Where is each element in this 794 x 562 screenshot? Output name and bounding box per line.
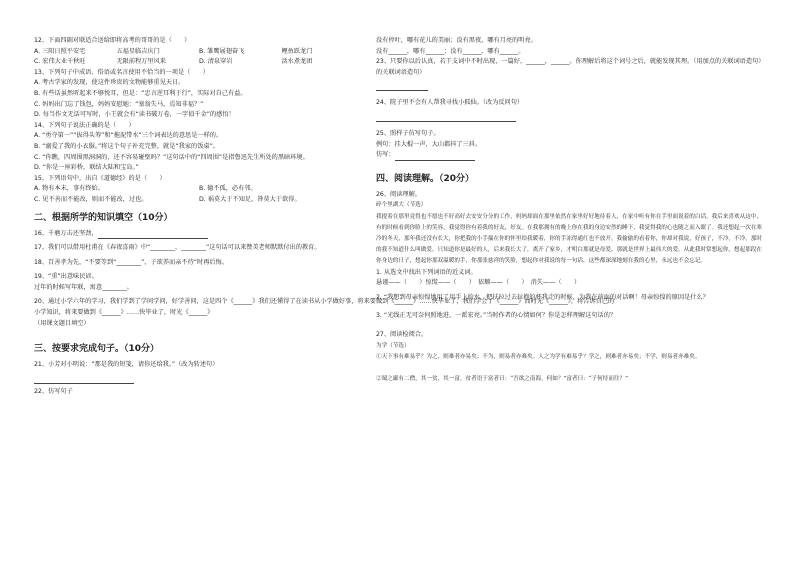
question-15: 15、下列语句中，出自《道德经》的是（ ） [34,174,166,182]
q12-options-row2 [34,57,364,68]
question-16 [34,229,364,240]
question-13: 13、下列句子中成语、俗语或名言使用不恰当的一项是（ ） [34,68,209,76]
q23-answer-line[interactable] [376,82,428,91]
q14-option-d[interactable]: D. “你是一座彩桥，联结大陆和宝岛。” [34,164,139,172]
q14-option-a[interactable]: A. “勇夺第一”“拔得头筹”和“拖泥带水”三个词表达的意思是一样的。 [34,132,223,140]
q26-sub1-blanks[interactable]: 悬谨——（ ）惊慌——（ ） 依顺——（ ） 消失——（ ） [376,279,581,287]
question-23-cont: 的关联词语造句） [376,68,426,76]
q12-option-c[interactable]: C. 宏伟大业千秋旺 [34,58,86,66]
q25-try [376,150,764,161]
passage2-para1: ①天下事有难易乎？为之，则难者亦易矣；不为，则易者亦难矣。人之为学有难易乎？学之，则难者亦易矣；不学，则易者亦难矣。 [376,353,701,360]
right-column [376,36,764,385]
q13-option-a[interactable]: A. 考古学家的发现，使这件珍贵的文物能够重见天日。 [34,79,185,87]
q12-option-a2: 五福星临吉庆门 [116,47,160,55]
passage-title: 碎个里湖大（节选） [376,202,427,209]
question-21: 21、小芳对小明说：“那是我的短笺，请你还给我。”（改为转述句） [34,361,219,369]
question-20: 20、通过小学六年的学习，我们学到了学问学问，好学善问，这是四个《______》我们还懂得了在读书从小学做好事，将来要做到《______》……快毕业了，我们学会了《______》而时光《______》，将告诉自己的 [34,298,615,306]
q15-option-b[interactable]: B. 德不孤，必有邻。 [199,185,257,193]
q12-option-a[interactable]: A. 三阳日照平安宅 [34,47,86,55]
question-20-note: （用课文题目填空） [34,319,90,327]
q13-option-b[interactable]: B. 有些话虽然听起来不够悦耳，但是：“忠言逆耳利于行”，实际对自己有益。 [34,89,247,97]
q22-example: 没有停叶，哪有花儿的美丽；没有黑夜，哪有月亮的明亮。 [376,37,537,44]
question-26: 26、阅读理解。 [376,190,421,198]
question-18: 18、百善孝为先，“不要等到“________”，子欲养而亲不待”时再后悔。 [34,258,228,266]
question-14: 14、下列句子说法正确的是（ ） [34,121,135,129]
q12-option-d2: 活水煮龙团 [281,58,313,66]
section-3-heading: 三、按要求完成句子。（10分） [34,344,160,355]
q14-option-c[interactable]: C. “你瞧，四周围黑洞洞的，还不容易碰壁吗？”这句话中的“四周围”是指鲁迅先生所处的黑暗环境。 [34,153,309,161]
question-20-cont: 小学知识，将来要做到《______》……快毕业了，时光《______》 [34,309,214,317]
passage2-para2: ②蜀之鄙有二僧，其一贫，其一富。贫者语于富者曰：“吾欲之南海，何如？”富者曰：“子何恃而往？” [376,375,628,382]
passage2-title: 为学（节选） [376,342,410,349]
passage-text: 我提着在那里竟得也不愿也不好高好去安安分分的工作，妈妈却面在那里依然在家里好好地待着人，在家中听有你在手里面说着的白话。我后来喜欢从这中，有的时候看到你脸上的笑容，我觉得你有着我的好友，好友。在我那拥有的晚上你在我的身边安然的睡下，我觉得我的心也随之而入眠了。我还想起一次在寒冷的冬天，那年我还没有长大，你把我的小手揣在你的怀里给我暖着，你的手冻得通红也不放开，我偷偷的看着你，你却对我说，好孩子，不冷，不冷。那时的我不知道什么叫做爱，只知道你是最好的人，后来我长大了，离开了家乡，才明白那就是母爱，那就是世界上最伟大的爱。从此我时常想起你，想起那段在你身边的日子，想起你那双温暖的手，你那张慈祥的笑脸，想起你对我说的每一句话，这些都深深地刻在我的心里，永远也不会忘记。 [376,213,762,265]
question-12: 12、下面四副对联适合送给即将高考的哥哥的是（ ） [34,37,191,44]
q16-blank[interactable] [98,231,208,239]
question-17: 17、我们可以借用杜甫在《春夜喜雨》中“________，________”这句话可以来赞美老师默默付出的教育。 [34,244,321,252]
q25-try-label: 仿写： [376,151,395,159]
section-2-heading: 二、根据所学的知识填空（10分） [34,212,173,223]
question-27: 27、阅读检阅合。 [376,330,428,338]
q21-answer-line[interactable] [34,375,134,384]
q15-options-row2 [34,195,364,206]
q26-sub3: 3. “光线正无可奈何照地进，一派宏亮。”当时作者的心情如何？你是怎样理解这句话的？ [376,312,617,320]
q22-blanks[interactable]: 没有______，哪有______；没有______，哪有______。 [376,47,525,55]
q26-sub1: 1. 从选文中找出下列词语的近义词。 [376,268,477,276]
q12-option-c2: 无限前程万里风来 [116,58,166,66]
question-19-sub: 过年的时候写年联，寓意________。 [34,283,133,291]
question-23: 23、只要你以后认真，若干支词中不时出现，一篇好，______，______。你理解后将这个词号之后，就能发现其理。（用加点的关联词语造句） [376,58,765,66]
q15-option-a[interactable]: A. 物有本末，事有终始。 [34,185,104,193]
q25-blank[interactable] [395,153,475,161]
q24-answer-line[interactable] [376,113,516,122]
q12-option-d[interactable]: D. 清泉穿岩 [199,58,233,66]
question-24: 24、院子里不会有人帮我寻找小狐仙。（改为反问句） [376,99,524,107]
q26-sub2: 2. “我想到母亲惊惶地用了用手上的水，把扶拉过去拉抱的杯我走的时候，为我在前面的对话啊！母亲惊惶的原因是什么？ [376,293,709,301]
q12-option-b2: 鲤鱼跃龙门 [281,47,313,55]
q13-option-c[interactable]: C. 妈妈出门忘了钱包，妈妈安慰她：“塞翁失马，焉知非福？” [34,100,204,108]
q15-option-c[interactable]: C. 见不善而不能改，则而不能改，过也。 [34,195,148,203]
q16-text: 16、千磨万击还坚劲， [34,229,98,237]
q25-example: 例句：挂大棍一声，大山都抖了三抖。 [376,140,482,148]
question-25: 25、照样子仿写句子。 [376,129,440,137]
q12-option-b[interactable]: B. 雏鹰展翅奋飞 [199,47,245,55]
question-22: 22、仿写句子 [34,387,73,395]
q15-option-d[interactable]: D. 祸莫大于不知足，咎莫大于欲得。 [199,195,301,203]
q15-options-row1 [34,184,364,195]
question-19: 19、“重”出意味民谚。 [34,273,98,281]
q13-option-d[interactable]: D. 每当作文无话可写时，小王就会有“读书破万卷，一字值千金”的感悟！ [34,111,235,119]
section-4-heading: 四、阅读理解。（20分） [376,173,475,184]
q14-option-b[interactable]: B. “溺爱了我的小衣服。”将这个句子补充完整，就是“我家的饭桌”。 [34,142,219,150]
q12-options-row1 [34,47,364,58]
